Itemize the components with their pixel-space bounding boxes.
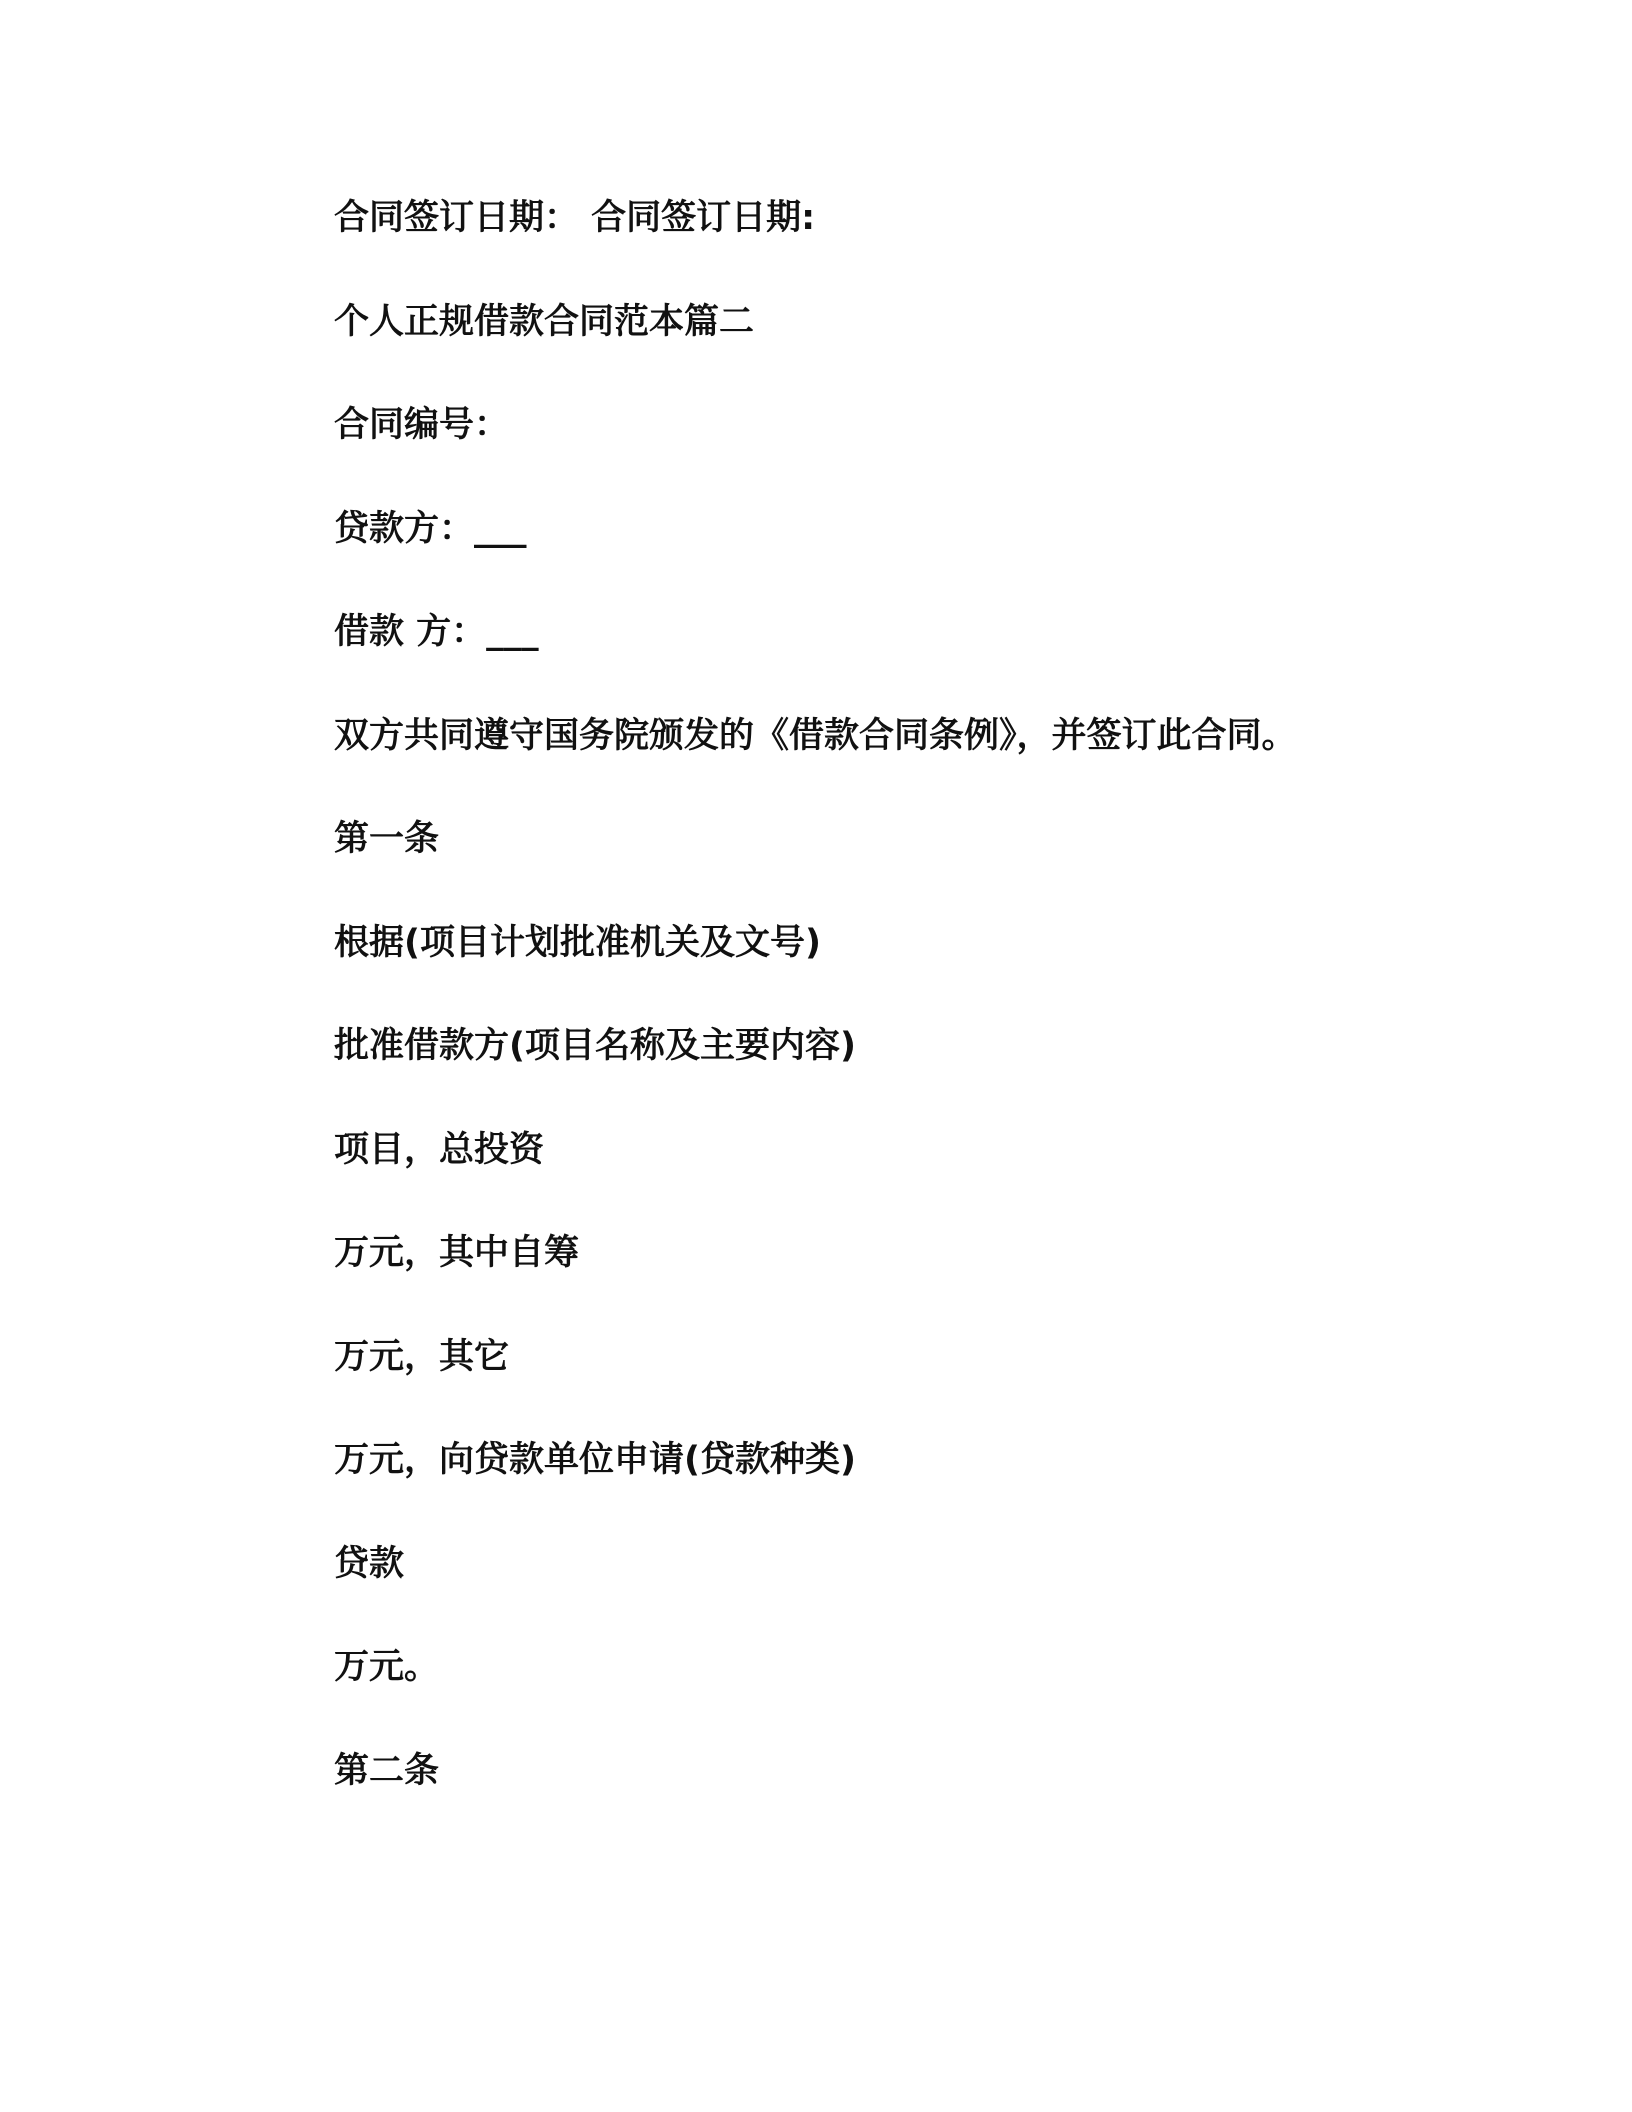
article-one-text-2: 批准借款方(项目名称及主要内容) (334, 1026, 856, 1066)
article-one-text-7: 贷款 (334, 1543, 405, 1584)
article-one-text-8: 万元。 (334, 1647, 440, 1687)
lender-line: 贷款方：___ (334, 508, 527, 549)
article-one-text-5: 万元，其它 (334, 1336, 510, 1377)
document-body (334, 190, 1434, 1846)
article-two-heading: 第二条 (334, 1750, 440, 1791)
contract-number-line: 合同编号： (334, 405, 510, 445)
article-one-text-1: 根据(项目计划批准机关及文号) (334, 922, 821, 963)
agreement-statement: 双方共同遵守国务院颁发的《借款合同条例》，并签订此合同。 (334, 715, 1297, 756)
section-title: 个人正规借款合同范本篇二 (334, 301, 755, 342)
article-one-heading: 第一条 (334, 819, 440, 859)
article-one-text-4: 万元，其中自筹 (334, 1233, 580, 1273)
signing-date-line: 合同签订日期： 合同签订日期: (334, 198, 816, 238)
article-one-text-6: 万元，向贷款单位申请(贷款种类) (334, 1440, 856, 1480)
borrower-line: 借款 方：___ (334, 612, 539, 652)
article-one-text-3: 项目，总投资 (334, 1129, 545, 1170)
